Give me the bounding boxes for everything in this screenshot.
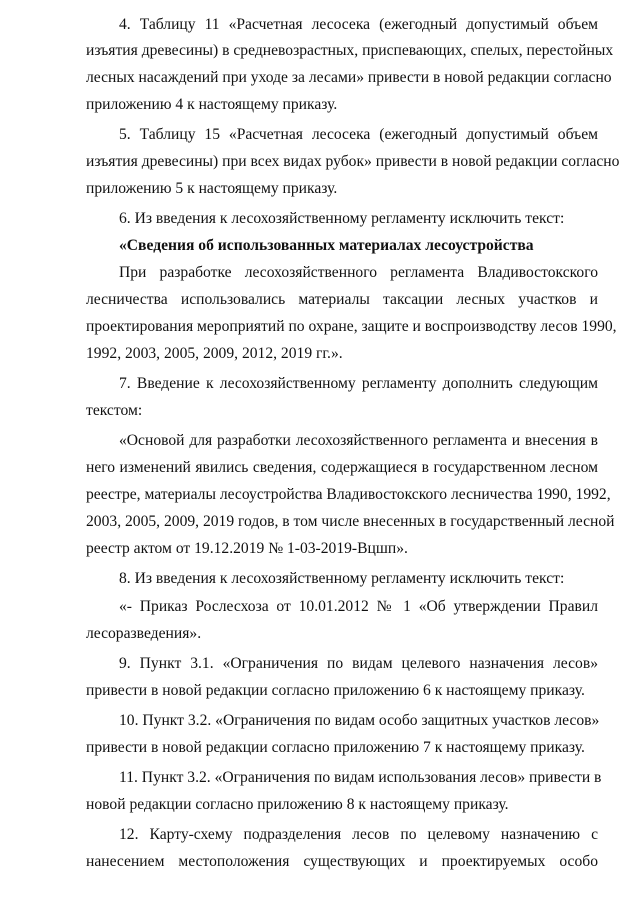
text-line: «Основой для разработки лесохозяйственного регламента и внесения в xyxy=(119,432,598,449)
text-line: текстом: xyxy=(86,402,143,419)
text-line: реестр актом от 19.12.2019 № 1-03-2019-Вцшп». xyxy=(86,540,408,557)
text-line: При разработке лесохозяйственного регламента Владивостокского xyxy=(119,264,598,281)
text-line: 9. Пункт 3.1. «Ограничения по видам целевого назначения лесов» xyxy=(119,655,598,672)
text-line: 2003, 2005, 2009, 2019 годов, в том числе внесенных в государственный лесной xyxy=(86,513,615,530)
text-line: 8. Из введения к лесохозяйственному регламенту исключить текст: xyxy=(119,570,565,587)
text-line: приложению 4 к настоящему приказу. xyxy=(86,96,338,113)
text-line: нанесением местоположения существующих и проектируемых особо xyxy=(86,853,598,870)
text-line: 7. Введение к лесохозяйственному регламенту дополнить следующим xyxy=(119,375,598,392)
text-line: 11. Пункт 3.2. «Ограничения по видам использования лесов» привести в xyxy=(119,769,602,786)
text-line: лесных насаждений при уходе за лесами» привести в новой редакции согласно xyxy=(86,69,612,86)
text-line: привести в новой редакции согласно приложению 6 к настоящему приказу. xyxy=(86,682,585,699)
text-line: него изменений явились сведения, содержащиеся в государственном лесном xyxy=(86,459,598,476)
text-line: проектирования мероприятий по охране, защите и воспроизводству лесов 1990, xyxy=(86,318,617,335)
text-line: «- Приказ Рослесхоза от 10.01.2012 № 1 «Об утверждении Правил xyxy=(119,598,598,615)
text-line: лесничества использовались материалы таксации лесных участков и xyxy=(86,291,598,308)
text-line: 12. Карту-схему подразделения лесов по целевому назначению с xyxy=(119,826,598,843)
text-line: 4. Таблицу 11 «Расчетная лесосека (ежегодный допустимый объем xyxy=(119,16,598,33)
text-line: изъятия древесины) при всех видах рубок» привести в новой редакции согласно xyxy=(86,153,620,170)
text-line: приложению 5 к настоящему приказу. xyxy=(86,180,338,197)
text-line: 6. Из введения к лесохозяйственному регламенту исключить текст: xyxy=(119,210,565,227)
text-line: новой редакции согласно приложению 8 к настоящему приказу. xyxy=(86,796,509,813)
text-line: привести в новой редакции согласно приложению 7 к настоящему приказу. xyxy=(86,739,585,756)
text-line: 10. Пункт 3.2. «Ограничения по видам особо защитных участков лесов» xyxy=(119,712,600,729)
text-line: 1992, 2003, 2005, 2009, 2012, 2019 гг.». xyxy=(86,345,343,362)
section-heading: «Сведения об использованных материалах лесоустройства xyxy=(119,237,534,254)
text-line: 5. Таблицу 15 «Расчетная лесосека (ежегодный допустимый объем xyxy=(119,126,598,143)
text-line: изъятия древесины) в средневозрастных, приспевающих, спелых, перестойных xyxy=(86,42,614,59)
text-line: лесоразведения». xyxy=(86,625,202,642)
text-line: реестре, материалы лесоустройства Владивостокского лесничества 1990, 1992, xyxy=(86,486,611,503)
